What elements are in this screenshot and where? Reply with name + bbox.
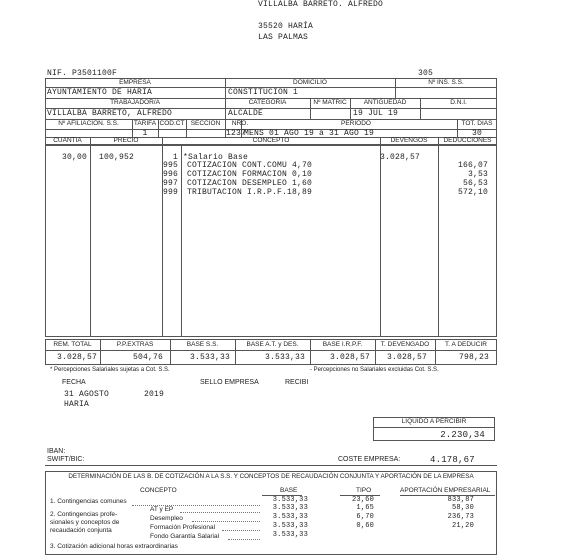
det-sub-aportacion: 236,73: [447, 513, 474, 521]
recipient-name: VILLALBA BARRETO. ALFREDO: [258, 0, 384, 9]
label-tot-dias: TOT. DIAS: [461, 120, 493, 127]
label-seccion: SECCION: [190, 120, 221, 127]
value-nro: 1237: [226, 129, 247, 138]
value-domicilio: CONSTITUCION 1: [228, 88, 299, 97]
coste-label: COSTE EMPRESA:: [338, 456, 401, 463]
label-codct: COD.CT: [159, 120, 185, 127]
label-devengos: DEVENGOS: [390, 137, 428, 144]
value-tot-dias: 30: [471, 129, 482, 138]
sign-place: HARIA: [64, 400, 90, 409]
label-trabajador: TRABAJADOR/A: [110, 99, 160, 106]
value-base-at: 3.533,33: [264, 353, 305, 362]
label-dni: D.N.I.: [450, 99, 467, 106]
line-deducciones: 572,10: [457, 188, 488, 197]
line-code: 995: [162, 161, 178, 170]
det-sub-label: Formación Profesional: [150, 524, 216, 531]
value-t-deducir: 798,23: [458, 353, 489, 362]
det-group-label-2: sionales y conceptos de: [50, 519, 120, 526]
det-group-label-3: recaudación conjunta: [50, 527, 112, 534]
det-sub-label: Desempleo: [150, 515, 183, 522]
label-periodo: PERIODO: [341, 120, 371, 127]
value-periodo: MENS 01 AGO 19 a 31 AGO 19: [244, 129, 375, 138]
det-sub-base: 3.533,33: [272, 513, 308, 521]
value-rem-total: 3.028,57: [56, 353, 97, 362]
sign-date: 31 AGOSTO 2019: [64, 390, 165, 399]
line-concepto: COTIZACION DESEMPLEO 1,60: [187, 179, 313, 188]
page-code: 305: [418, 69, 434, 78]
label-base-at: BASE A.T. y DES.: [246, 341, 299, 348]
det-row1-label: 1. Contingencias comunes: [50, 498, 127, 505]
line-concepto: *Salario Base: [183, 153, 249, 162]
det-group-label-1: 2. Contingencias profe-: [50, 511, 118, 518]
sello-label: SELLO EMPRESA: [200, 379, 259, 386]
det-row1-aportacion: 833,87: [447, 496, 474, 504]
value-empresa: AYUNTAMIENTO DE HARIA: [47, 88, 153, 97]
label-antiguedad: ANTIGUEDAD: [363, 99, 407, 106]
label-t-devengado: T. DEVENGADO: [380, 341, 430, 348]
value-antiguedad: 19 JUL 19: [353, 109, 399, 118]
value-base-irpf: 3.028,57: [329, 353, 370, 362]
line-precio: 100,952: [98, 153, 134, 162]
determinacion-title: DETERMINACIÓN DE LAS B. DE COTIZACIÓN A LA S.S. Y CONCEPTOS DE RECAUDACIÓN CONJUNTA Y APORTACIÓN DE LA EMPRESA: [68, 473, 474, 480]
det-sub-label: Fondo Garantía Salarial: [150, 533, 220, 540]
label-tarifa: TARIFA: [133, 120, 157, 127]
value-pp-extras: 504,76: [132, 353, 163, 362]
swift-label: SWIFT/BIC:: [47, 456, 85, 463]
line-deducciones: 166,07: [457, 161, 488, 170]
line-concepto: COTIZACION CONT.COMU 4,70: [187, 161, 313, 170]
coste-value: 4.178,67: [430, 455, 475, 465]
line-code: 997: [162, 179, 178, 188]
line-cuantia: 30,00: [61, 153, 87, 162]
det-header-concepto: CONCEPTO: [140, 487, 177, 494]
det-row3-label: 3. Cotización adicional horas extraordinarias: [50, 543, 178, 550]
note-no-salariales: - Percepciones no Salariales excluidas Cot. S.S.: [310, 367, 439, 373]
det-row1-tipo: 23,60: [351, 496, 374, 504]
label-categoria: CATEGORIA: [248, 99, 287, 106]
det-row1-base: 3.533,33: [272, 496, 308, 504]
line-devengos: 3.028,57: [380, 153, 421, 162]
recipient-postal: 35520 HARÍA: [258, 22, 314, 31]
det-sub-tipo: 1,65: [356, 504, 374, 512]
line-code: 999: [162, 188, 178, 197]
liquido-label: LIQUIDO A PERCIBIR: [401, 418, 467, 425]
det-sub-aportacion: 21,20: [451, 522, 474, 530]
label-empresa: EMPRESA: [119, 79, 151, 86]
det-sub-base: 3.533,33: [272, 522, 308, 530]
det-sub-aportacion: 58,30: [451, 504, 474, 512]
det-sub-base: 3.533,33: [272, 504, 308, 512]
label-matric: Nº MATRIC: [313, 99, 347, 106]
value-trabajador: VILLALBA BARRETO, ALFREDO: [47, 109, 173, 118]
line-deducciones: 56,53: [462, 179, 488, 188]
label-domicilio: DOMICILIO: [293, 79, 327, 86]
line-code: 1: [172, 153, 178, 162]
det-header-tipo: TIPO: [356, 487, 372, 494]
recibi-label: RECIBI: [285, 379, 309, 386]
label-concepto: CONCEPTO: [252, 137, 290, 144]
det-header-aportacion: APORTACIÓN EMPRESARIAL: [400, 487, 491, 494]
line-code: 996: [162, 170, 178, 179]
line-concepto: COTIZACION FORMACION 0,10: [187, 170, 313, 179]
det-header-base: BASE: [280, 487, 298, 494]
fecha-label: FECHA: [62, 379, 86, 386]
label-t-deducir: T. A DEDUCIR: [445, 341, 487, 348]
value-tarifa: 1: [142, 129, 148, 138]
value-base-ss: 3.533,33: [189, 353, 230, 362]
det-sub-tipo: 0,60: [356, 522, 374, 530]
label-pp-extras: P.P.EXTRAS: [116, 341, 154, 348]
recipient-province: LAS PALMAS: [258, 33, 309, 42]
label-afiliacion: Nº AFILIACION. S.S.: [58, 120, 119, 127]
det-sub-label: AT y EP: [150, 506, 174, 513]
liquido-value: 2.230,34: [440, 430, 485, 440]
label-base-irpf: BASE I.R.P.F.: [322, 341, 363, 348]
label-rem-total: REM. TOTAL: [53, 341, 92, 348]
label-cuantia: CUANTIA: [53, 137, 82, 144]
value-t-devengado: 3.028,57: [386, 353, 427, 362]
det-sub-tipo: 6,70: [356, 513, 374, 521]
line-concepto: TRIBUTACION I.R.P.F.18,89: [187, 188, 313, 197]
label-ins-ss: Nº INS. S.S.: [428, 79, 464, 86]
label-precio: PRECIO: [113, 137, 139, 144]
value-categoria: ALCALDE: [228, 109, 264, 118]
det-sub-base: 3.533,33: [272, 531, 308, 539]
iban-label: IBAN:: [47, 448, 66, 455]
label-base-ss: BASE S.S.: [186, 341, 219, 348]
note-salariales: * Percepciones Salariales sujetas a Cot. S.S.: [50, 367, 170, 373]
nif: NIF. P3501100F: [47, 69, 118, 78]
label-deducciones: DEDUCCIONES: [443, 137, 492, 144]
line-deducciones: 3,53: [467, 170, 488, 179]
label-nro: NRO.: [231, 120, 249, 127]
